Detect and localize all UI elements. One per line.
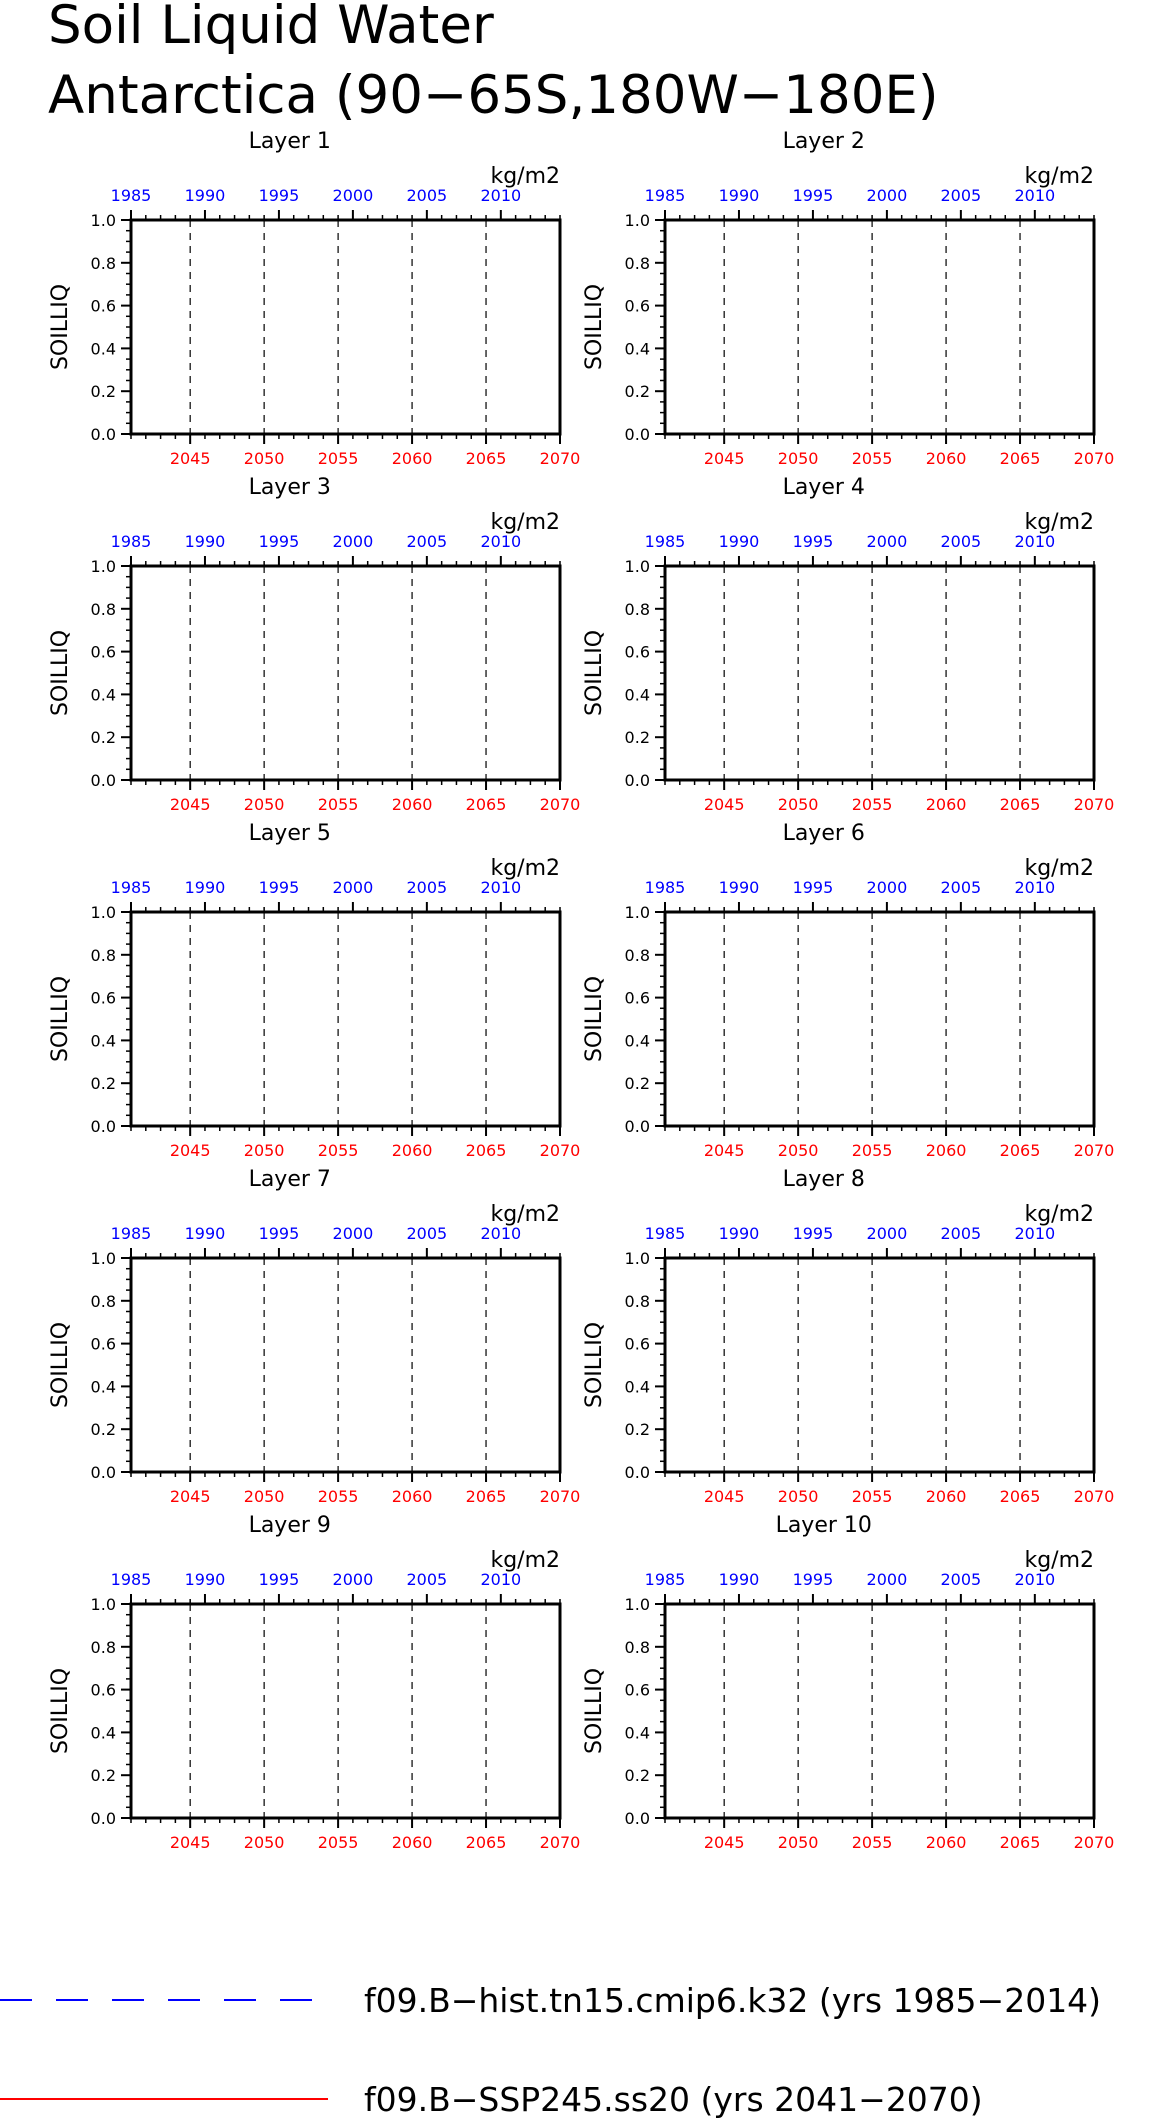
y-tick-label: 0.6 — [624, 642, 650, 662]
panel-layer-5 — [48, 821, 580, 1160]
x-bottom-tick-label: 2055 — [851, 1833, 893, 1852]
x-top-tick-label: 2010 — [480, 186, 522, 205]
plot-frame — [665, 220, 1094, 434]
x-top-tick-label: 2000 — [332, 532, 374, 551]
x-top-tick-label: 2005 — [406, 878, 448, 897]
x-top-tick-label: 2010 — [480, 532, 522, 551]
y-tick-label: 1.0 — [90, 211, 116, 230]
y-tick-label: 0.0 — [624, 425, 650, 444]
y-axis-label: SOILLIQ — [48, 1667, 73, 1755]
x-top-tick-label: 2005 — [406, 1570, 448, 1589]
y-tick-label: 0.0 — [624, 771, 650, 790]
x-top-tick-label: 1985 — [644, 532, 686, 551]
x-bottom-tick-label: 2050 — [777, 1141, 819, 1160]
x-bottom-tick-label: 2065 — [999, 795, 1041, 814]
x-top-tick-label: 2000 — [332, 1570, 374, 1589]
panel-title: Layer 4 — [782, 475, 865, 500]
y-tick-label: 0.8 — [624, 945, 650, 965]
y-tick-label: 1.0 — [624, 1249, 650, 1268]
y-tick-label: 0.4 — [90, 1723, 116, 1743]
x-top-tick-label: 1990 — [184, 878, 226, 897]
x-top-tick-label: 2000 — [332, 186, 374, 205]
y-tick-label: 0.2 — [90, 1766, 116, 1786]
units-label: kg/m2 — [1024, 510, 1094, 535]
x-bottom-tick-label: 2045 — [169, 795, 211, 814]
x-top-tick-label: 2000 — [332, 878, 374, 897]
panel-title: Layer 8 — [782, 1167, 865, 1192]
x-top-tick-label: 2005 — [940, 186, 982, 205]
panel-layer-7 — [48, 1167, 580, 1506]
y-tick-label: 0.2 — [624, 728, 650, 748]
y-axis-label: SOILLIQ — [48, 629, 73, 717]
x-bottom-tick-label: 2060 — [925, 795, 967, 814]
x-bottom-tick-label: 2055 — [317, 1487, 359, 1506]
x-bottom-tick-label: 2060 — [391, 1833, 433, 1852]
x-bottom-tick-label: 2060 — [391, 1487, 433, 1506]
x-bottom-tick-label: 2050 — [243, 1487, 285, 1506]
y-tick-label: 1.0 — [624, 903, 650, 922]
x-top-tick-label: 2005 — [940, 878, 982, 897]
y-tick-label: 0.6 — [90, 1334, 116, 1354]
plot-frame — [131, 1258, 560, 1472]
y-tick-label: 0.0 — [90, 1117, 116, 1136]
y-tick-label: 0.6 — [90, 642, 116, 662]
x-top-tick-label: 1995 — [258, 1224, 300, 1243]
y-tick-label: 0.8 — [90, 1291, 116, 1311]
x-top-tick-label: 1990 — [718, 186, 760, 205]
x-bottom-tick-label: 2065 — [999, 1833, 1041, 1852]
panel-layer-3 — [48, 475, 580, 814]
x-top-tick-label: 2010 — [480, 1570, 522, 1589]
y-axis-label: SOILLIQ — [582, 629, 607, 717]
x-bottom-tick-label: 2045 — [169, 1141, 211, 1160]
panel-title: Layer 1 — [248, 129, 331, 154]
y-tick-label: 0.4 — [90, 685, 116, 705]
y-tick-label: 0.6 — [90, 296, 116, 316]
y-tick-label: 1.0 — [624, 211, 650, 230]
x-bottom-tick-label: 2055 — [317, 795, 359, 814]
x-top-tick-label: 2005 — [940, 1570, 982, 1589]
x-bottom-tick-label: 2050 — [777, 1833, 819, 1852]
x-bottom-tick-label: 2050 — [243, 1833, 285, 1852]
y-tick-label: 0.6 — [624, 988, 650, 1008]
x-bottom-tick-label: 2070 — [539, 795, 581, 814]
x-bottom-tick-label: 2070 — [1073, 1487, 1115, 1506]
x-bottom-tick-label: 2055 — [851, 795, 893, 814]
y-tick-label: 0.2 — [90, 728, 116, 748]
x-bottom-tick-label: 2070 — [539, 1141, 581, 1160]
x-bottom-tick-label: 2045 — [169, 449, 211, 468]
x-bottom-tick-label: 2055 — [317, 1141, 359, 1160]
x-bottom-tick-label: 2065 — [999, 449, 1041, 468]
y-tick-label: 0.6 — [624, 1334, 650, 1354]
x-bottom-tick-label: 2060 — [925, 449, 967, 468]
x-bottom-tick-label: 2060 — [925, 1141, 967, 1160]
x-top-tick-label: 1990 — [718, 532, 760, 551]
y-tick-label: 0.8 — [90, 945, 116, 965]
panel-layer-10 — [582, 1513, 1114, 1852]
y-tick-label: 1.0 — [624, 557, 650, 576]
x-top-tick-label: 2000 — [866, 186, 908, 205]
x-top-tick-label: 2010 — [1014, 532, 1056, 551]
y-axis-label: SOILLIQ — [48, 1321, 73, 1409]
x-bottom-tick-label: 2065 — [999, 1141, 1041, 1160]
x-bottom-tick-label: 2050 — [243, 1141, 285, 1160]
legend-label-hist: f09.B−hist.tn15.cmip6.k32 (yrs 1985−2014) — [364, 1981, 1102, 2020]
x-top-tick-label: 2010 — [1014, 1570, 1056, 1589]
y-tick-label: 1.0 — [90, 1595, 116, 1614]
y-tick-label: 0.8 — [624, 1291, 650, 1311]
x-top-tick-label: 2010 — [1014, 186, 1056, 205]
x-top-tick-label: 1995 — [792, 1570, 834, 1589]
y-tick-label: 0.8 — [90, 599, 116, 619]
x-bottom-tick-label: 2060 — [391, 449, 433, 468]
x-bottom-tick-label: 2070 — [539, 1487, 581, 1506]
x-top-tick-label: 1985 — [644, 186, 686, 205]
legend — [0, 1981, 1101, 2119]
plot-frame — [131, 220, 560, 434]
plot-frame — [131, 1604, 560, 1818]
panel-layer-4 — [582, 475, 1114, 814]
y-tick-label: 0.4 — [624, 1031, 650, 1051]
x-bottom-tick-label: 2060 — [925, 1487, 967, 1506]
y-tick-label: 0.0 — [624, 1809, 650, 1828]
units-label: kg/m2 — [1024, 1548, 1094, 1573]
y-tick-label: 1.0 — [90, 903, 116, 922]
x-bottom-tick-label: 2060 — [391, 1141, 433, 1160]
x-bottom-tick-label: 2045 — [703, 1833, 745, 1852]
x-bottom-tick-label: 2070 — [1073, 1833, 1115, 1852]
x-top-tick-label: 1995 — [258, 1570, 300, 1589]
x-top-tick-label: 2005 — [940, 1224, 982, 1243]
x-bottom-tick-label: 2055 — [851, 1487, 893, 1506]
x-bottom-tick-label: 2060 — [391, 795, 433, 814]
x-bottom-tick-label: 2065 — [465, 449, 507, 468]
x-top-tick-label: 2005 — [940, 532, 982, 551]
x-bottom-tick-label: 2055 — [851, 449, 893, 468]
x-top-tick-label: 1990 — [184, 186, 226, 205]
figure-title-line2: Antarctica (90−65S,180W−180E) — [48, 65, 939, 126]
y-tick-label: 0.6 — [624, 296, 650, 316]
x-top-tick-label: 1985 — [110, 878, 152, 897]
x-bottom-tick-label: 2045 — [703, 449, 745, 468]
x-top-tick-label: 1990 — [718, 878, 760, 897]
x-top-tick-label: 1990 — [184, 532, 226, 551]
x-top-tick-label: 1985 — [644, 878, 686, 897]
x-bottom-tick-label: 2055 — [851, 1141, 893, 1160]
legend-label-ssp: f09.B−SSP245.ss20 (yrs 2041−2070) — [364, 2080, 983, 2119]
units-label: kg/m2 — [490, 1548, 560, 1573]
panel-layer-8 — [582, 1167, 1114, 1506]
x-top-tick-label: 2010 — [1014, 1224, 1056, 1243]
x-top-tick-label: 2010 — [1014, 878, 1056, 897]
y-tick-label: 0.8 — [90, 1637, 116, 1657]
y-tick-label: 0.8 — [624, 253, 650, 273]
x-top-tick-label: 2000 — [866, 878, 908, 897]
panel-layer-1 — [48, 129, 580, 468]
y-tick-label: 0.0 — [90, 1809, 116, 1828]
plot-frame — [665, 1258, 1094, 1472]
y-tick-label: 0.8 — [624, 1637, 650, 1657]
x-bottom-tick-label: 2065 — [465, 1487, 507, 1506]
y-tick-label: 0.6 — [90, 1680, 116, 1700]
x-top-tick-label: 2010 — [480, 1224, 522, 1243]
y-tick-label: 0.4 — [624, 1723, 650, 1743]
x-top-tick-label: 1995 — [258, 532, 300, 551]
x-bottom-tick-label: 2050 — [777, 795, 819, 814]
panel-title: Layer 6 — [782, 821, 865, 846]
y-tick-label: 1.0 — [90, 1249, 116, 1268]
x-top-tick-label: 2000 — [866, 1224, 908, 1243]
y-axis-label: SOILLIQ — [48, 283, 73, 371]
panel-title: Layer 3 — [248, 475, 331, 500]
plot-frame — [665, 1604, 1094, 1818]
panel-title: Layer 7 — [248, 1167, 331, 1192]
y-tick-label: 0.4 — [90, 1031, 116, 1051]
y-tick-label: 0.0 — [624, 1117, 650, 1136]
y-tick-label: 0.4 — [624, 339, 650, 359]
plot-frame — [131, 566, 560, 780]
y-tick-label: 0.6 — [90, 988, 116, 1008]
units-label: kg/m2 — [1024, 856, 1094, 881]
x-top-tick-label: 2000 — [866, 532, 908, 551]
units-label: kg/m2 — [1024, 164, 1094, 189]
x-bottom-tick-label: 2045 — [169, 1487, 211, 1506]
panels-grid — [48, 129, 1114, 1852]
x-top-tick-label: 2005 — [406, 532, 448, 551]
x-top-tick-label: 1995 — [258, 878, 300, 897]
x-top-tick-label: 1990 — [184, 1224, 226, 1243]
x-top-tick-label: 1985 — [110, 1224, 152, 1243]
y-tick-label: 0.0 — [90, 425, 116, 444]
plot-frame — [131, 912, 560, 1126]
y-tick-label: 0.2 — [624, 1420, 650, 1440]
x-top-tick-label: 1990 — [184, 1570, 226, 1589]
x-bottom-tick-label: 2050 — [243, 449, 285, 468]
panel-title: Layer 2 — [782, 129, 865, 154]
x-bottom-tick-label: 2055 — [317, 449, 359, 468]
x-bottom-tick-label: 2045 — [703, 1141, 745, 1160]
y-axis-label: SOILLIQ — [48, 975, 73, 1063]
x-bottom-tick-label: 2045 — [169, 1833, 211, 1852]
x-top-tick-label: 1995 — [792, 1224, 834, 1243]
x-top-tick-label: 1985 — [644, 1570, 686, 1589]
x-top-tick-label: 1995 — [792, 186, 834, 205]
x-bottom-tick-label: 2050 — [243, 795, 285, 814]
plot-frame — [665, 912, 1094, 1126]
panel-layer-2 — [582, 129, 1114, 468]
y-axis-label: SOILLIQ — [582, 1667, 607, 1755]
y-axis-label: SOILLIQ — [582, 1321, 607, 1409]
x-top-tick-label: 1985 — [110, 532, 152, 551]
x-top-tick-label: 1995 — [258, 186, 300, 205]
units-label: kg/m2 — [490, 510, 560, 535]
y-tick-label: 0.4 — [90, 339, 116, 359]
panel-layer-9 — [48, 1513, 580, 1852]
y-tick-label: 0.2 — [624, 382, 650, 402]
x-top-tick-label: 2005 — [406, 1224, 448, 1243]
x-bottom-tick-label: 2045 — [703, 1487, 745, 1506]
panel-title: Layer 10 — [775, 1513, 872, 1538]
y-tick-label: 0.8 — [90, 253, 116, 273]
y-tick-label: 0.2 — [90, 1420, 116, 1440]
y-tick-label: 0.2 — [90, 1074, 116, 1094]
panel-title: Layer 5 — [248, 821, 331, 846]
x-bottom-tick-label: 2070 — [539, 1833, 581, 1852]
x-bottom-tick-label: 2045 — [703, 795, 745, 814]
x-bottom-tick-label: 2065 — [999, 1487, 1041, 1506]
x-bottom-tick-label: 2050 — [777, 1487, 819, 1506]
y-tick-label: 0.0 — [624, 1463, 650, 1482]
x-top-tick-label: 1990 — [718, 1570, 760, 1589]
x-top-tick-label: 1985 — [110, 1570, 152, 1589]
x-bottom-tick-label: 2065 — [465, 1833, 507, 1852]
units-label: kg/m2 — [1024, 1202, 1094, 1227]
y-axis-label: SOILLIQ — [582, 975, 607, 1063]
x-bottom-tick-label: 2065 — [465, 795, 507, 814]
x-bottom-tick-label: 2070 — [539, 449, 581, 468]
y-tick-label: 0.2 — [624, 1074, 650, 1094]
y-tick-label: 0.2 — [624, 1766, 650, 1786]
x-bottom-tick-label: 2070 — [1073, 449, 1115, 468]
x-bottom-tick-label: 2050 — [777, 449, 819, 468]
units-label: kg/m2 — [490, 1202, 560, 1227]
units-label: kg/m2 — [490, 164, 560, 189]
x-top-tick-label: 1990 — [718, 1224, 760, 1243]
y-tick-label: 1.0 — [624, 1595, 650, 1614]
panel-layer-6 — [582, 821, 1114, 1160]
y-tick-label: 0.4 — [624, 685, 650, 705]
y-tick-label: 0.4 — [624, 1377, 650, 1397]
plot-frame — [665, 566, 1094, 780]
units-label: kg/m2 — [490, 856, 560, 881]
x-top-tick-label: 1985 — [644, 1224, 686, 1243]
x-bottom-tick-label: 2065 — [465, 1141, 507, 1160]
x-top-tick-label: 1995 — [792, 532, 834, 551]
y-tick-label: 0.0 — [90, 771, 116, 790]
y-tick-label: 0.8 — [624, 599, 650, 619]
y-tick-label: 0.2 — [90, 382, 116, 402]
y-tick-label: 0.0 — [90, 1463, 116, 1482]
y-tick-label: 0.4 — [90, 1377, 116, 1397]
y-tick-label: 0.6 — [624, 1680, 650, 1700]
x-bottom-tick-label: 2070 — [1073, 795, 1115, 814]
x-top-tick-label: 1985 — [110, 186, 152, 205]
x-bottom-tick-label: 2060 — [925, 1833, 967, 1852]
x-bottom-tick-label: 2070 — [1073, 1141, 1115, 1160]
y-axis-label: SOILLIQ — [582, 283, 607, 371]
x-top-tick-label: 1995 — [792, 878, 834, 897]
x-top-tick-label: 2005 — [406, 186, 448, 205]
x-top-tick-label: 2000 — [866, 1570, 908, 1589]
y-tick-label: 1.0 — [90, 557, 116, 576]
figure-title-line1: Soil Liquid Water — [48, 0, 494, 56]
x-top-tick-label: 2010 — [480, 878, 522, 897]
panel-title: Layer 9 — [248, 1513, 331, 1538]
x-bottom-tick-label: 2055 — [317, 1833, 359, 1852]
x-top-tick-label: 2000 — [332, 1224, 374, 1243]
